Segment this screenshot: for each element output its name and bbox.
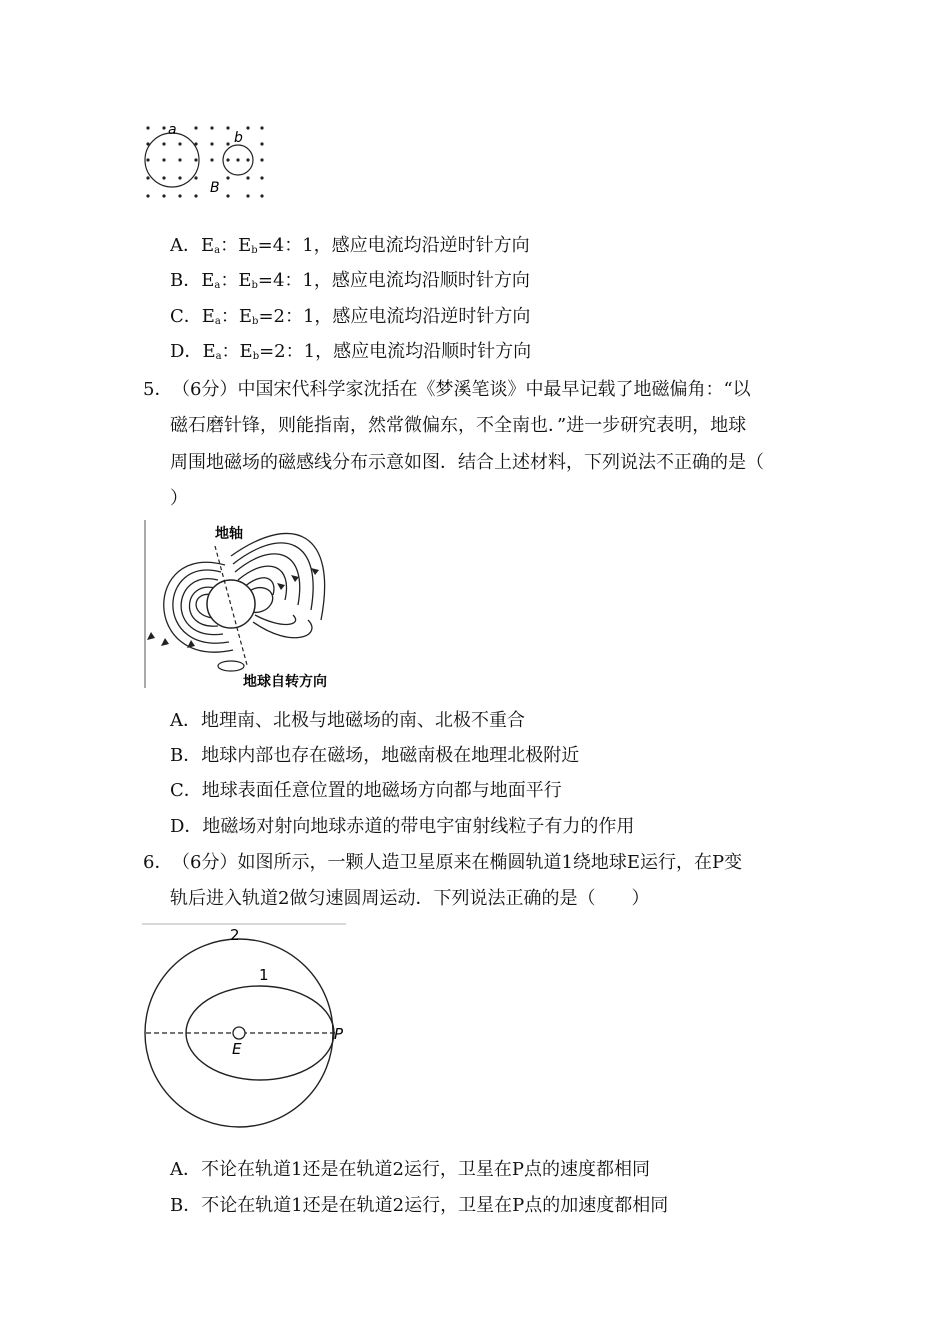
q4-option-c[interactable]: C．$E_a$：$E_b=2$：1，感应电流均沿逆时针方向 <box>170 306 531 327</box>
q5-option-a[interactable]: A．地理南、北极与地磁场的南、北极不重合 <box>170 710 525 731</box>
label-field-B: B <box>210 180 220 196</box>
axis-label: 地轴 <box>215 526 243 542</box>
q6-figure-svg <box>142 922 348 1134</box>
q6-option-b[interactable]: B．不论在轨道1还是在轨道2运行，卫星在P点的加速度都相同 <box>170 1195 669 1216</box>
rotation-arrow-ellipse <box>218 661 244 671</box>
loop-a <box>145 133 199 187</box>
q5-number: 5． <box>143 379 173 400</box>
q5-stem-line-4: ） <box>170 488 188 509</box>
q6-stem-line-1: （6分）如图所示，一颗人造卫星原来在椭圆轨道1绕地球E运行，在P变 <box>172 852 743 873</box>
label-E: E <box>232 1040 242 1058</box>
q5-stem-line-3: 周围地磁场的磁感线分布示意如图．结合上述材料，下列说法不正确的是（ <box>170 452 764 473</box>
q4-option-a[interactable]: A．$E_a$：$E_b=4$：1，感应电流均沿逆时针方向 <box>170 235 530 256</box>
label-b: b <box>234 130 243 146</box>
q4-figure-svg <box>140 120 270 205</box>
q5-option-d[interactable]: D．地磁场对射向地球赤道的带电宇宙射线粒子有力的作用 <box>170 816 635 837</box>
q5-stem-line-1: （6分）中国宋代科学家沈括在《梦溪笔谈》中最早记载了地磁偏角：“以 <box>172 379 751 400</box>
earth-circle <box>207 580 255 628</box>
q6-stem-line-2: 轨后进入轨道2做匀速圆周运动．下列说法正确的是（ ） <box>170 888 650 909</box>
q4-option-d[interactable]: D．$E_a$：$E_b=2$：1，感应电流均沿顺时针方向 <box>170 341 532 362</box>
q6-number: 6． <box>143 852 173 873</box>
q5-stem-line-2: 磁石磨针锋，则能指南，然常微偏东，不全南也．”进一步研究表明，地球 <box>170 415 747 436</box>
label-a: a <box>168 122 177 138</box>
label-orbit-1: 1 <box>259 966 269 984</box>
magnetic-field-dots <box>146 126 263 197</box>
q5-option-c[interactable]: C．地球表面任意位置的地磁场方向都与地面平行 <box>170 780 562 801</box>
q6-figure <box>142 922 348 1134</box>
rotation-label: 地球自转方向 <box>243 674 327 690</box>
q5-figure <box>143 520 348 692</box>
q5-figure-svg <box>143 520 348 692</box>
q6-option-a[interactable]: A．不论在轨道1还是在轨道2运行，卫星在P点的速度都相同 <box>170 1159 651 1180</box>
label-orbit-2: 2 <box>230 926 240 944</box>
q5-option-b[interactable]: B．地球内部也存在磁场，地磁南极在地理北极附近 <box>170 745 580 766</box>
q4-figure <box>140 120 270 205</box>
earth-E <box>233 1027 245 1039</box>
label-P: P <box>334 1025 344 1043</box>
q4-option-b[interactable]: B．$E_a$：$E_b=4$：1，感应电流均沿顺时针方向 <box>170 270 530 291</box>
